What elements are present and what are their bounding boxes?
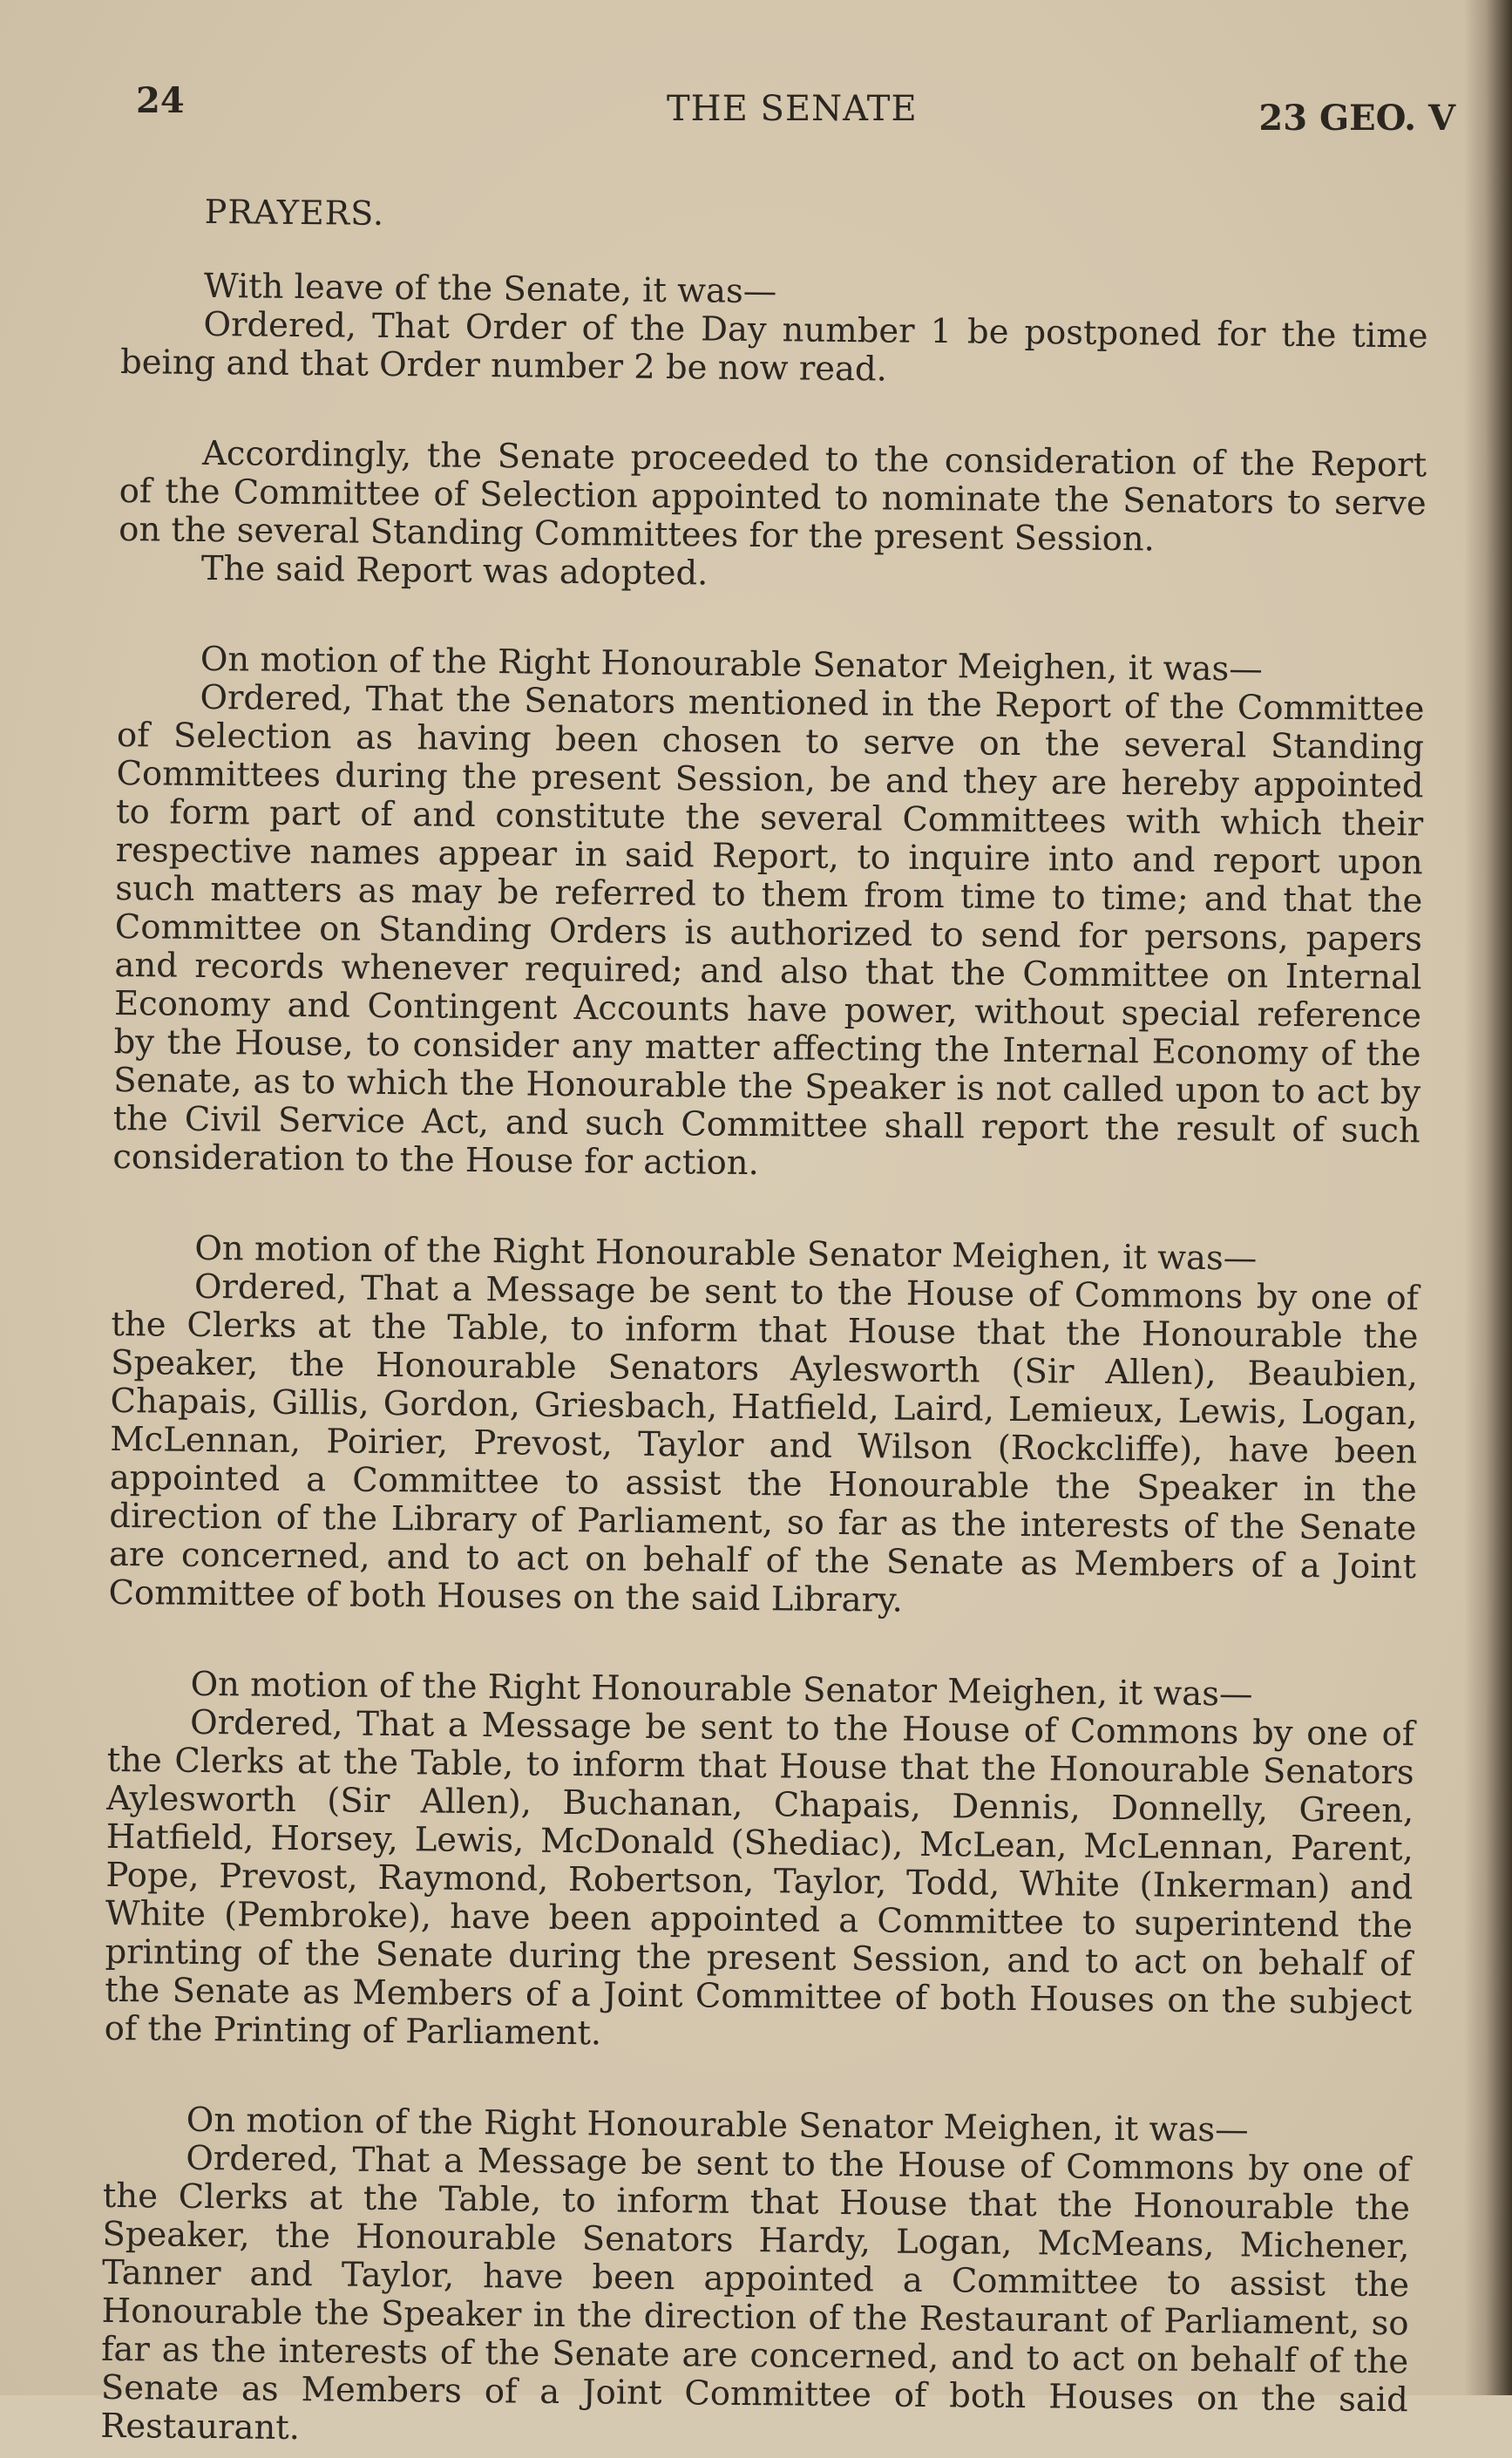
page-header <box>131 80 1455 139</box>
block-1-order: Ordered, That Order of the Day number 1 be postponed for the time being and that Order number 2 be now read. <box>119 304 1428 390</box>
binding-edge-shadow <box>1464 0 1512 2395</box>
block-5-intro: On motion of the Right Honourable Senator Meighen, it was— <box>190 1664 1253 1714</box>
regnal-year: 23 GEO. V <box>1258 98 1455 139</box>
section-heading: PRAYERS. <box>204 192 385 233</box>
block-2-order: The said Report was adopted. <box>200 548 709 594</box>
block-6-intro: On motion of the Right Honourable Senator Meighen, it was— <box>186 2100 1249 2150</box>
journal-body <box>100 192 1429 2458</box>
block-3-intro: On motion of the Right Honourable Senator Meighen, it was— <box>200 639 1263 689</box>
block-3-order: Ordered, That the Senators mentioned in the Report of the Committee of Selection as having been chosen to serve on the several Standing Committees during the present Session, be and they are hereby appointed to form part of and constitute the several Committees with which their respective names appear in said Report, to inquire into and report upon such matters as may be referred to them from time to time; and that the Committee on Standing Orders is authorized to send for persons, papers and records whenever required; and also that the Committee on Internal Economy and Contingent Accounts have power, without special reference by the House, to consider any matter affecting the Internal Economy of the Senate, as to which the Honourable the Speaker is not called upon to act by the Civil Service Act, and such Committee shall report the result of such consideration to the House for action. <box>112 677 1425 1184</box>
block-5-order: Ordered, That a Message be sent to the House of Commons by one of the Clerks at the Table, to inform that House that the Honourable Senators Aylesworth (Sir Allen), Buchanan, Chapais, Dennis, Donnelly, Green, Hatfield, Horsey, Lewis, McDonald (Shediac), McLean, McLennan, Parent, Pope, Prevost, Raymond, Robertson, Taylor, Todd, White (Inkerman) and White (Pembroke), have been appointed a Committee to superintend the printing of the Senate during the present Session, and to act on behalf of the Senate as Members of a Joint Committee of both Houses on the subject of the Printing of Parliament. <box>104 1702 1415 2054</box>
running-title: THE SENATE <box>667 89 918 129</box>
block-6-order: Ordered, That a Message be sent to the House of Commons by one of the Clerks at the Table, to inform that House that the Honourable the Speaker, the Honourable Senators Hardy, Logan, McMeans, Michener, Tanner and Taylor, have been appointed a Committee to assist the Honourable the Speaker in the direction of the Restaurant of Parliament, so far as the interests of the Senate are concerned, and to act on behalf of the Senate as Members of a Joint Committee of both Houses on the said Restaurant. <box>100 2138 1411 2448</box>
block-4-intro: On motion of the Right Honourable Senator Meighen, it was— <box>194 1228 1258 1279</box>
page-number: 24 <box>136 80 185 121</box>
block-1-intro: With leave of the Senate, it was— <box>203 266 777 312</box>
block-2-intro: Accordingly, the Senate proceeded to the consideration of the Report of the Committee of Selection appointed to nominate the Senators to serve on the several Standing Committees for the present Session. <box>119 433 1427 560</box>
block-4-order: Ordered, That a Message be sent to the House of Commons by one of the Clerks at the Table, to inform that House that the Honourable the Speaker, the Honourable Senators Aylesworth (Sir Allen), Beaubien, Chapais, Gillis, Gordon, Griesbach, Hatfield, Laird, Lemieux, Lewis, Logan, McLennan, Poirier, Prevost, Taylor and Wilson (Rockcliffe), have been appointed a Committee to assist the Honourable the Speaker in the direction of the Library of Parliament, so far as the interests of the Senate are concerned, and to act on behalf of the Senate as Members of a Joint Committee of both Houses on the said Library. <box>108 1266 1420 1620</box>
